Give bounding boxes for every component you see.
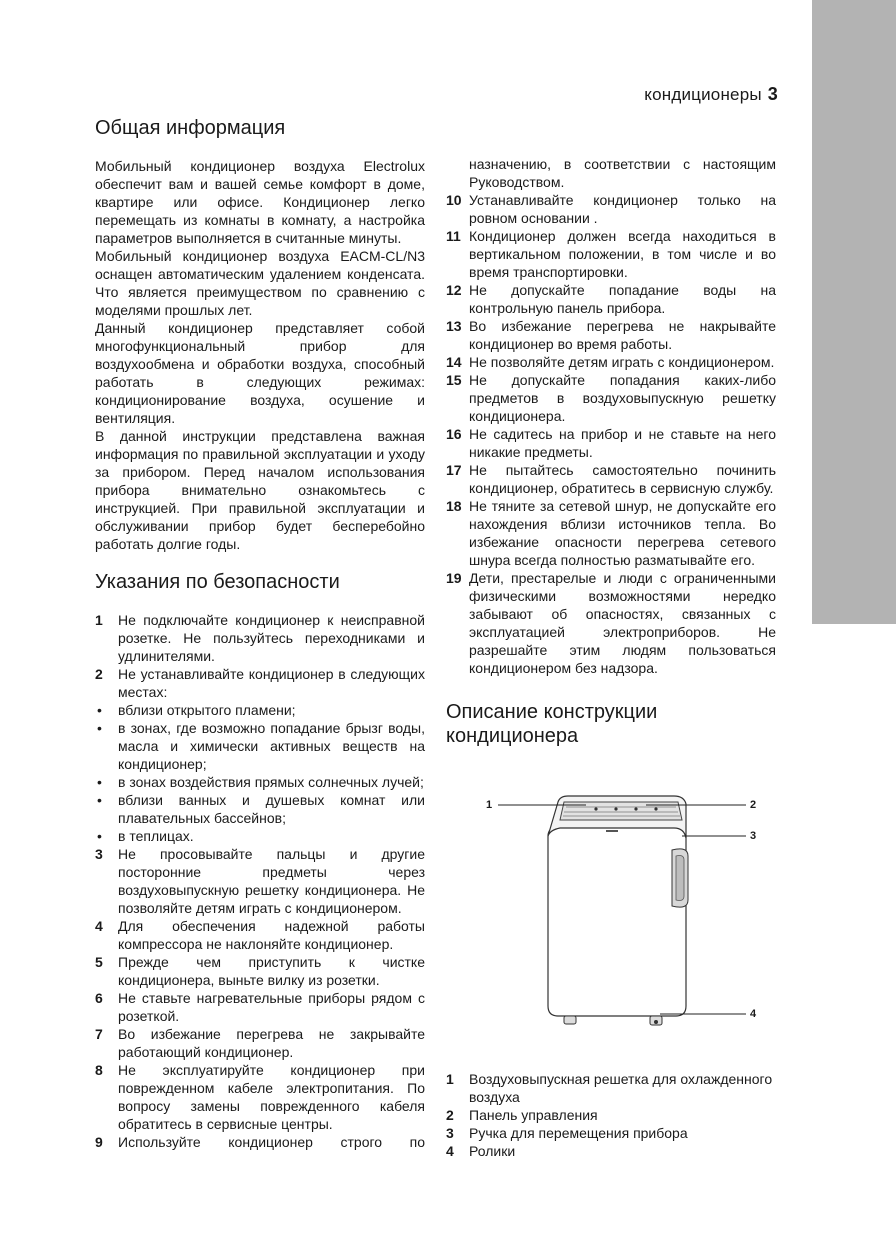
item-text: Не допускайте попадания каких-либо предметов в воздуховыпускную решетку кондиционера. bbox=[469, 372, 776, 424]
safety-item-continued bbox=[446, 155, 776, 191]
item-number: 19 bbox=[446, 570, 462, 586]
item-number: 1 bbox=[95, 612, 103, 628]
air-conditioner-diagram bbox=[446, 776, 776, 1056]
bullet-text: вблизи ванных и душевых комнат или плавательных бассейнов; bbox=[118, 792, 425, 826]
item-number: 17 bbox=[446, 462, 462, 478]
item-text: Во избежание перегрева не закрывайте работающий кондиционер. bbox=[118, 1026, 425, 1060]
safety-bullet bbox=[95, 791, 425, 827]
safety-item bbox=[446, 371, 776, 425]
bullet-text: вблизи открытого пламени; bbox=[118, 702, 296, 718]
safety-item bbox=[95, 1133, 425, 1151]
item-number: 9 bbox=[95, 1134, 103, 1150]
safety-bullet bbox=[95, 701, 425, 719]
bullet-dot: • bbox=[97, 774, 102, 790]
item-text: Не допускайте попадание воды на контрольную панель прибора. bbox=[469, 282, 776, 316]
safety-item bbox=[446, 425, 776, 461]
bullet-dot: • bbox=[97, 720, 102, 736]
callout-1: 1 bbox=[486, 799, 493, 811]
safety-bullet bbox=[95, 719, 425, 773]
safety-bullet bbox=[95, 773, 425, 791]
safety-item bbox=[95, 665, 425, 701]
legend-item bbox=[446, 1124, 776, 1142]
item-text: Используйте кондиционер строго по bbox=[118, 1134, 425, 1150]
callout-4: 4 bbox=[750, 1008, 757, 1020]
bullet-dot: • bbox=[97, 702, 102, 718]
item-number: 16 bbox=[446, 426, 462, 442]
callout-3: 3 bbox=[750, 830, 757, 842]
legend-item bbox=[446, 1142, 776, 1160]
legend-text: Ручка для перемещения прибора bbox=[469, 1125, 688, 1141]
air-conditioner-drawing bbox=[446, 776, 776, 1056]
item-text: Дети, престарелые и люди с ограниченными физическими возможностями нередко забывают об опасностях, связанных с эксплуатацией электроприборов. Не разрешайте этим людям пользоваться кондиционером без надзора. bbox=[469, 570, 776, 676]
construction-title-line1: Описание конструкции bbox=[446, 701, 658, 723]
item-text: Не позволяйте детям играть с кондиционером. bbox=[469, 354, 775, 370]
bullet-dot: • bbox=[97, 792, 102, 808]
item-number: 18 bbox=[446, 498, 462, 514]
item-text: Во избежание перегрева не накрывайте кондиционер во время работы. bbox=[469, 318, 776, 352]
item-number: 2 bbox=[95, 666, 103, 682]
safety-item bbox=[95, 917, 425, 953]
item-text: Кондиционер должен всегда находиться в вертикальном положении, в том числе и во время транспортировки. bbox=[469, 228, 776, 280]
general-paragraph: Мобильный кондиционер воздуха EACM-CL/N3 оснащен автоматическим удалением конденсата. Что является преимуществом по сравнению с моделями прошлых лет. bbox=[95, 248, 425, 318]
safety-item bbox=[446, 461, 776, 497]
legend-item bbox=[446, 1070, 776, 1106]
legend-text: Воздуховыпускная решетка для охлажденного воздуха bbox=[469, 1071, 773, 1105]
item-text: Не садитесь на прибор и не ставьте на него никакие предметы. bbox=[469, 426, 776, 460]
item-text: назначению, в соответствии с настоящим Руководством. bbox=[469, 156, 776, 190]
safety-item bbox=[95, 989, 425, 1025]
safety-item bbox=[446, 281, 776, 317]
item-number: 15 bbox=[446, 372, 462, 388]
item-text: Не подключайте кондиционер к неисправной розетке. Не пользуйтесь переходниками и удлинителями. bbox=[118, 612, 425, 664]
running-header bbox=[644, 84, 778, 105]
item-text: Для обеспечения надежной работы компрессора не наклоняйте кондиционер. bbox=[118, 918, 425, 952]
bullet-dot: • bbox=[97, 828, 102, 844]
legend-text: Панель управления bbox=[469, 1107, 598, 1123]
right-column bbox=[446, 155, 776, 1160]
safety-item bbox=[446, 497, 776, 569]
safety-item bbox=[95, 1061, 425, 1133]
general-title: Общая информация bbox=[95, 117, 286, 139]
item-number: 6 bbox=[95, 990, 103, 1006]
safety-item bbox=[446, 191, 776, 227]
item-number: 12 bbox=[446, 282, 462, 298]
construction-title-line2: кондиционера bbox=[446, 725, 579, 747]
general-paragraph: В данной инструкции представлена важная информация по правильной эксплуатации и уходу за прибором. Перед началом использования прибора внимательно ознакомьтесь с инструкцией. При правильной эксплуатации и обслуживании прибор будет бесперебойно работать долгие годы. bbox=[95, 428, 425, 552]
safety-item bbox=[446, 569, 776, 677]
legend-item bbox=[446, 1106, 776, 1124]
item-text: Прежде чем приступить к чистке кондиционера, выньте вилку из розетки. bbox=[118, 954, 425, 988]
safety-title: Указания по безопасности bbox=[95, 571, 340, 593]
general-paragraph: Данный кондиционер представляет собой многофункциональный прибор для воздухообмена и обработки воздуха, способный работать в следующих режимах: кондиционирование воздуха, осушение и вентиляция. bbox=[95, 320, 425, 426]
item-number: 4 bbox=[95, 918, 103, 934]
construction-title bbox=[446, 700, 776, 748]
safety-item bbox=[446, 317, 776, 353]
item-text: Не пытайтесь самостоятельно починить кондиционер, обратитесь в сервисную службу. bbox=[469, 462, 776, 496]
header-title: кондиционеры bbox=[644, 85, 762, 104]
item-number: 8 bbox=[95, 1062, 103, 1078]
item-text: Не просовывайте пальцы и другие посторонние предметы через воздуховыпускную решетку кондиционера. Не позволяйте детям играть с кондиционером. bbox=[118, 846, 425, 916]
item-number: 7 bbox=[95, 1026, 103, 1042]
safety-item bbox=[446, 227, 776, 281]
legend-number: 4 bbox=[446, 1143, 454, 1159]
safety-item bbox=[95, 953, 425, 989]
item-number: 14 bbox=[446, 354, 462, 370]
bullet-text: в теплицах. bbox=[118, 828, 194, 844]
side-tab bbox=[812, 0, 896, 624]
legend-number: 2 bbox=[446, 1107, 454, 1123]
safety-item bbox=[95, 1025, 425, 1061]
legend-number: 1 bbox=[446, 1071, 454, 1087]
legend-text: Ролики bbox=[469, 1143, 516, 1159]
safety-item bbox=[446, 353, 776, 371]
safety-item bbox=[95, 845, 425, 917]
item-text: Не эксплуатируйте кондиционер при поврежденном кабеле электропитания. По вопросу замены поврежденного кабеля обратитесь в сервисные центры. bbox=[118, 1062, 425, 1132]
bullet-text: в зонах воздействия прямых солнечных лучей; bbox=[118, 774, 424, 790]
item-text: Устанавливайте кондиционер только на ровном основании . bbox=[469, 192, 776, 226]
page-number: 3 bbox=[767, 84, 778, 104]
item-number: 3 bbox=[95, 846, 103, 862]
construction-legend bbox=[446, 1070, 776, 1160]
item-number: 10 bbox=[446, 192, 462, 208]
item-text: Не ставьте нагревательные приборы рядом с розеткой. bbox=[118, 990, 425, 1024]
general-paragraph: Мобильный кондиционер воздуха Electrolux обеспечит вам и вашей семье комфорт в доме, квартире или офисе. Кондиционер легко перемещать из комнаты в комнату, а настройка параметров выполняется в считанные минуты. bbox=[95, 158, 425, 246]
safety-bullet bbox=[95, 827, 425, 845]
item-number: 13 bbox=[446, 318, 462, 334]
legend-number: 3 bbox=[446, 1125, 454, 1141]
item-text: Не устанавливайте кондиционер в следующих местах: bbox=[118, 666, 425, 700]
bullet-text: в зонах, где возможно попадание брызг воды, масла и химически активных веществ на кондиционер; bbox=[118, 720, 425, 772]
item-text: Не тяните за сетевой шнур, не допускайте его нахождения вблизи источников тепла. Во избежание опасности перегрева сетевого шнура всегда полностью разматывайте его. bbox=[469, 498, 776, 568]
item-number: 11 bbox=[446, 228, 461, 244]
item-number: 5 bbox=[95, 954, 103, 970]
left-column bbox=[95, 116, 425, 1151]
safety-item bbox=[95, 611, 425, 665]
callout-2: 2 bbox=[750, 799, 757, 811]
